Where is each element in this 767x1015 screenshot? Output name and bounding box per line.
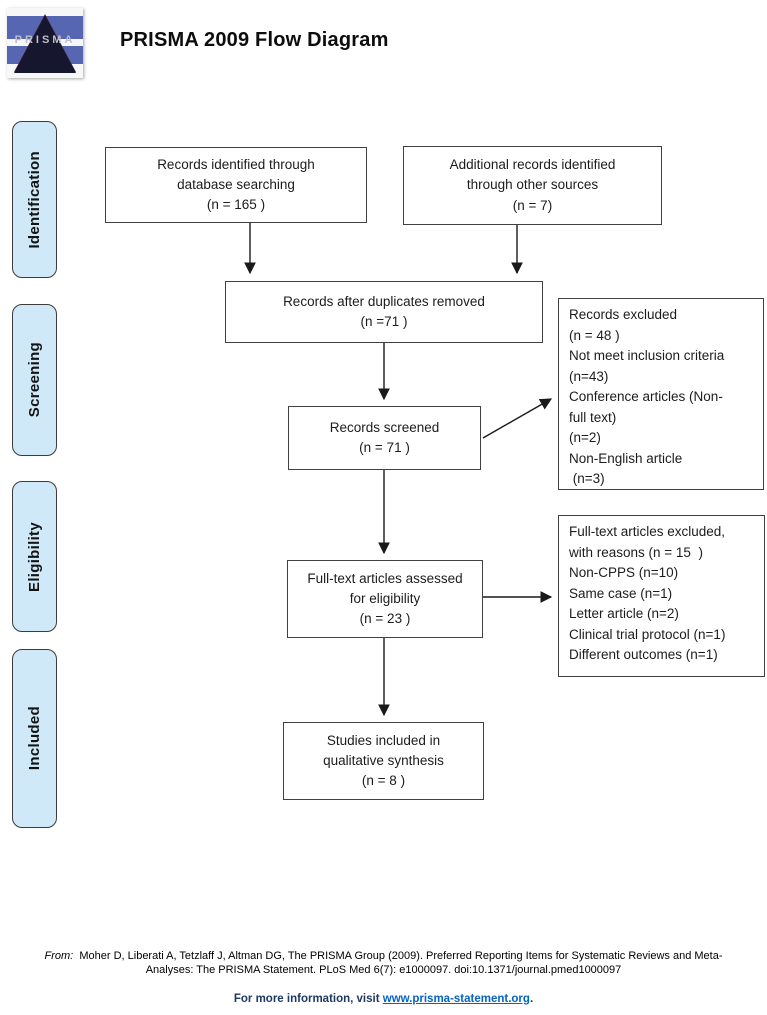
box-count: (n = 23 ): [359, 611, 411, 627]
box-line: Non-English article: [569, 450, 683, 466]
box-line: Conference articles (Non-: [569, 389, 723, 404]
box-line: qualitative synthesis: [323, 752, 444, 768]
box-line: Letter article (n=2): [569, 606, 679, 621]
box-fulltext-assessed-eligibility: [287, 560, 483, 638]
box-records-identified-database: [105, 147, 367, 223]
box-line: (n=43): [569, 368, 609, 384]
box-records-after-duplicates-removed: [225, 281, 543, 343]
prisma-logo: [7, 8, 83, 78]
box-line: database searching: [177, 176, 295, 192]
stage-label-text: Eligibility: [26, 521, 43, 592]
box-count: (n = 165 ): [206, 197, 266, 213]
box-line: (n=2): [569, 430, 601, 445]
stage-label-text: Identification: [26, 150, 43, 249]
box-line: Clinical trial protocol (n=1): [569, 626, 726, 642]
box-line: Additional records identified: [449, 157, 616, 173]
stage-label-text: Screening: [26, 342, 43, 418]
box-additional-records-other-sources: [403, 146, 662, 225]
box-line: for eligibility: [349, 590, 421, 606]
citation-from-label: From:: [44, 950, 74, 962]
box-line: Full-text articles excluded,: [569, 524, 726, 539]
box-line: Studies included in: [326, 732, 441, 748]
box-count: (n = 71 ): [359, 440, 410, 455]
page-title: PRISMA 2009 Flow Diagram: [120, 29, 389, 51]
box-line: full text): [569, 409, 617, 425]
info-prefix: For more information, visit: [233, 993, 383, 1005]
box-line: Records excluded: [569, 307, 678, 322]
arrow-screened-to-excluded: [483, 399, 551, 438]
box-line: Records identified through: [157, 156, 315, 172]
prisma-statement-link[interactable]: www.prisma-statement.org: [382, 993, 530, 1005]
box-count: (n =71 ): [360, 314, 408, 329]
box-records-excluded-screening: [558, 298, 764, 490]
box-line: with reasons (n = 15 ): [569, 544, 703, 560]
more-info-line: [0, 993, 767, 1005]
logo-wordmark: PRISMA: [14, 34, 76, 46]
box-count: (n = 7): [512, 197, 553, 213]
box-line: Different outcomes (n=1): [569, 647, 718, 662]
box-line: Full-text articles assessed: [307, 570, 463, 586]
box-line: Not meet inclusion criteria: [569, 348, 725, 363]
citation-line-1: [0, 949, 767, 963]
box-records-screened: [288, 406, 481, 470]
citation-line-2: Analyses: The PRISMA Statement. PLoS Med 6(7): e1000097. doi:10.1371/journal.pmed1000097: [145, 964, 622, 977]
box-line: (n = 48 ): [569, 327, 620, 343]
box-line: Non-CPPS (n=10): [569, 565, 679, 580]
stage-label-included: [12, 649, 57, 828]
box-studies-included-qualitative: [283, 722, 484, 800]
stage-label-identification: [12, 121, 57, 278]
stage-label-eligibility: [12, 481, 57, 632]
box-line: through other sources: [466, 177, 599, 193]
box-line: Same case (n=1): [569, 585, 673, 601]
stage-label-screening: [12, 304, 57, 456]
box-line: Records screened: [329, 419, 440, 435]
box-count: (n = 8 ): [361, 773, 406, 789]
info-suffix: .: [529, 993, 534, 1005]
citation: [0, 949, 767, 978]
box-line: Records after duplicates removed: [283, 293, 485, 309]
box-fulltext-excluded-reasons: [558, 515, 765, 677]
stage-label-text: Included: [26, 706, 43, 771]
box-line: (n=3): [569, 471, 605, 486]
citation-text-1: Moher D, Liberati A, Tetzlaff J, Altman DG, The PRISMA Group (2009). Preferred Reporting Items for Systematic Reviews and Meta-: [79, 950, 723, 962]
